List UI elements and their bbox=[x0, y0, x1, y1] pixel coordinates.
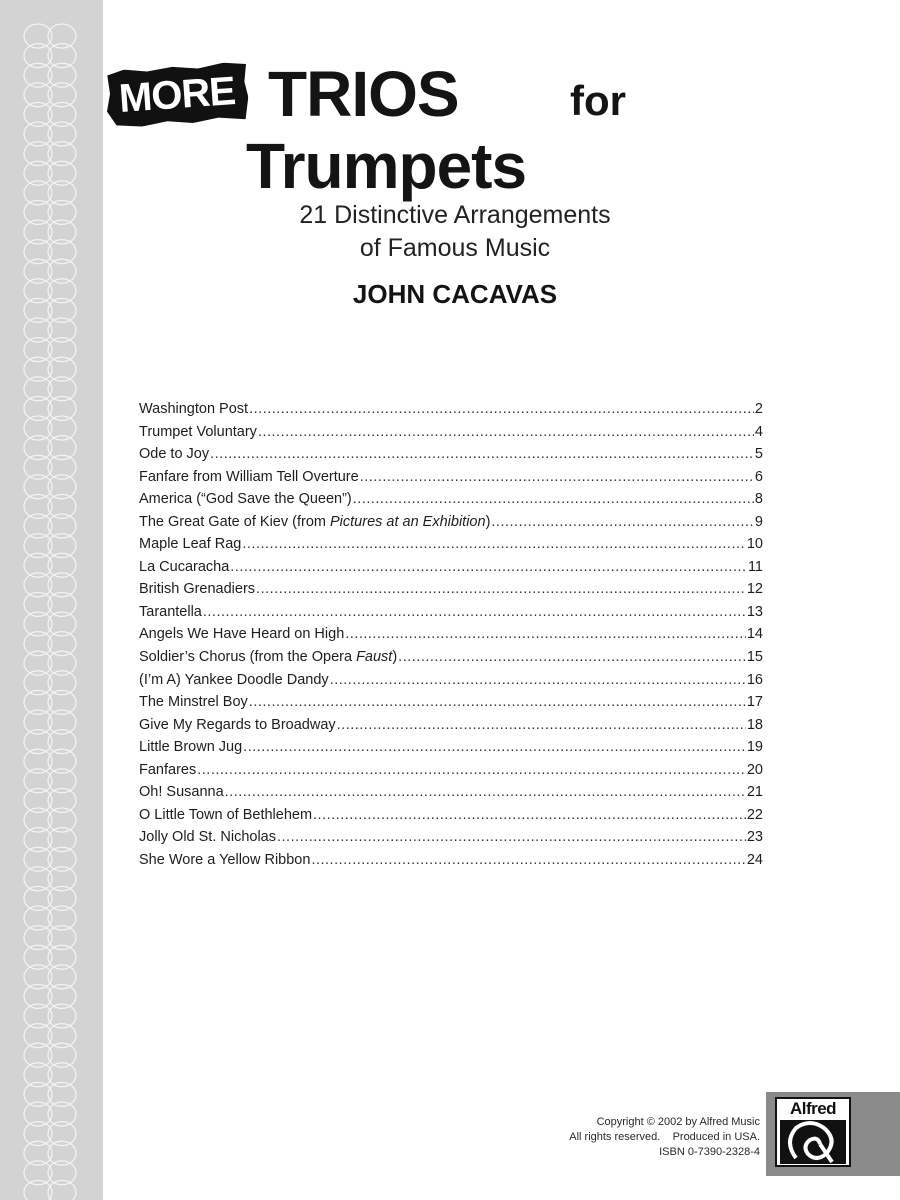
title-trumpets: Trumpets bbox=[246, 130, 527, 202]
toc-title: Jolly Old St. Nicholas bbox=[139, 829, 276, 846]
toc-title: Fanfare from William Tell Overture bbox=[139, 468, 359, 485]
toc-dot-leader bbox=[258, 421, 754, 443]
toc-title-italic: Pictures at an Exhibition bbox=[330, 513, 486, 530]
toc-page-number: 2 bbox=[754, 401, 763, 417]
toc-title: (I’m A) Yankee Doodle Dandy bbox=[139, 671, 329, 688]
toc-row bbox=[139, 466, 763, 489]
toc-row bbox=[139, 533, 763, 556]
toc-dot-leader bbox=[398, 646, 746, 668]
toc-row bbox=[139, 691, 763, 714]
toc-page-number: 20 bbox=[746, 761, 763, 778]
more-badge-text: MORE bbox=[117, 69, 237, 121]
toc-page-number: 8 bbox=[754, 491, 763, 508]
toc-dot-leader bbox=[230, 556, 747, 578]
isbn-line: ISBN 0-7390-2328-4 bbox=[659, 1146, 760, 1158]
toc-title: Oh! Susanna bbox=[139, 784, 224, 801]
toc-title-part: ) bbox=[485, 513, 491, 530]
table-of-contents bbox=[139, 398, 763, 871]
toc-title: Tarantella bbox=[139, 603, 202, 620]
toc-dot-leader bbox=[337, 714, 746, 736]
toc-title: Trumpet Voluntary bbox=[139, 423, 257, 440]
toc-title: Little Brown Jug bbox=[139, 739, 243, 756]
toc-dot-leader bbox=[249, 691, 746, 713]
toc-title: Fanfares bbox=[139, 761, 197, 778]
toc-page-number: 5 bbox=[754, 446, 763, 463]
subtitle-line-1: 21 Distinctive Arrangements bbox=[299, 201, 611, 229]
toc-title-italic: Faust bbox=[356, 649, 393, 666]
toc-page-number: 23 bbox=[746, 829, 763, 846]
toc-dot-leader bbox=[277, 826, 746, 848]
toc-row bbox=[139, 736, 763, 759]
toc-title bbox=[139, 646, 397, 668]
toc-dot-leader bbox=[197, 759, 746, 781]
toc-dot-leader bbox=[225, 781, 746, 803]
subtitle-line-2: of Famous Music bbox=[359, 234, 551, 262]
toc-dot-leader bbox=[313, 804, 746, 826]
author-name: JOHN CACAVAS bbox=[352, 279, 558, 309]
toc-title: British Grenadiers bbox=[139, 581, 256, 598]
toc-dot-leader bbox=[345, 623, 746, 645]
toc-title: O Little Town of Bethlehem bbox=[139, 806, 313, 823]
toc-title: Maple Leaf Rag bbox=[139, 536, 242, 553]
toc-page-number: 9 bbox=[754, 513, 763, 530]
toc-page-number: 22 bbox=[746, 806, 763, 823]
toc-row bbox=[139, 669, 763, 692]
toc-title: Angels We Have Heard on High bbox=[139, 626, 345, 643]
toc-dot-leader bbox=[311, 849, 745, 871]
alfred-music-mark-icon bbox=[780, 1120, 846, 1164]
toc-page-number: 24 bbox=[746, 851, 763, 868]
toc-row bbox=[139, 826, 763, 849]
toc-page-number: 21 bbox=[746, 784, 763, 801]
toc-dot-leader bbox=[256, 578, 746, 600]
toc-row bbox=[139, 804, 763, 827]
spiral-rings-decoration bbox=[0, 0, 103, 1200]
toc-row bbox=[139, 556, 763, 579]
toc-dot-leader bbox=[249, 398, 754, 420]
alfred-logo-text: Alfred bbox=[789, 1099, 837, 1118]
toc-page-number: 14 bbox=[746, 626, 763, 643]
toc-page-number: 11 bbox=[747, 558, 763, 575]
toc-row bbox=[139, 488, 763, 511]
copyright-block bbox=[569, 1115, 760, 1160]
toc-title: La Cucaracha bbox=[139, 558, 230, 575]
toc-dot-leader bbox=[242, 533, 745, 555]
toc-dot-leader bbox=[353, 488, 754, 510]
toc-dot-leader bbox=[360, 466, 754, 488]
toc-row bbox=[139, 511, 763, 534]
toc-title: The Minstrel Boy bbox=[139, 694, 248, 711]
toc-page-number: 16 bbox=[746, 671, 763, 688]
toc-page-number: 10 bbox=[746, 536, 763, 553]
toc-page-number: 18 bbox=[746, 716, 763, 733]
toc-row bbox=[139, 714, 763, 737]
toc-dot-leader bbox=[203, 601, 746, 623]
toc-title: Washington Post bbox=[139, 401, 249, 417]
toc-title: Ode to Joy bbox=[139, 446, 210, 463]
toc-title: Give My Regards to Broadway bbox=[139, 716, 336, 733]
toc-title bbox=[139, 511, 490, 533]
toc-dot-leader bbox=[491, 511, 754, 533]
toc-title-part: ) bbox=[392, 649, 398, 666]
toc-title: America (“God Save the Queen”) bbox=[139, 491, 352, 508]
toc-page-number: 13 bbox=[746, 603, 763, 620]
title-for: for bbox=[570, 77, 626, 124]
toc-row bbox=[139, 601, 763, 624]
toc-row bbox=[139, 578, 763, 601]
toc-page-number: 15 bbox=[746, 649, 763, 666]
toc-row bbox=[139, 781, 763, 804]
toc-page-number: 6 bbox=[754, 468, 763, 485]
toc-title: She Wore a Yellow Ribbon bbox=[139, 851, 311, 868]
toc-row bbox=[139, 421, 763, 444]
toc-title-part: The Great Gate of Kiev (from bbox=[139, 513, 330, 530]
toc-dot-leader bbox=[330, 669, 746, 691]
toc-row bbox=[139, 849, 763, 872]
title-trios: TRIOS bbox=[268, 58, 459, 130]
toc-row bbox=[139, 759, 763, 782]
toc-row bbox=[139, 398, 763, 421]
rights-line: All rights reserved. Produced in USA. bbox=[569, 1131, 760, 1143]
toc-page-number: 4 bbox=[754, 423, 763, 440]
spiral-binding-strip bbox=[0, 0, 103, 1200]
copyright-line: Copyright © 2002 by Alfred Music bbox=[596, 1116, 760, 1128]
toc-dot-leader bbox=[243, 736, 746, 758]
toc-row bbox=[139, 646, 763, 669]
toc-row bbox=[139, 443, 763, 466]
toc-page-number: 19 bbox=[746, 739, 763, 756]
toc-page-number: 17 bbox=[746, 694, 763, 711]
toc-page-number: 12 bbox=[746, 581, 763, 598]
toc-dot-leader bbox=[210, 443, 754, 465]
alfred-logo bbox=[775, 1097, 851, 1167]
toc-title-part: Soldier’s Chorus (from the Opera bbox=[139, 649, 357, 666]
toc-row bbox=[139, 623, 763, 646]
